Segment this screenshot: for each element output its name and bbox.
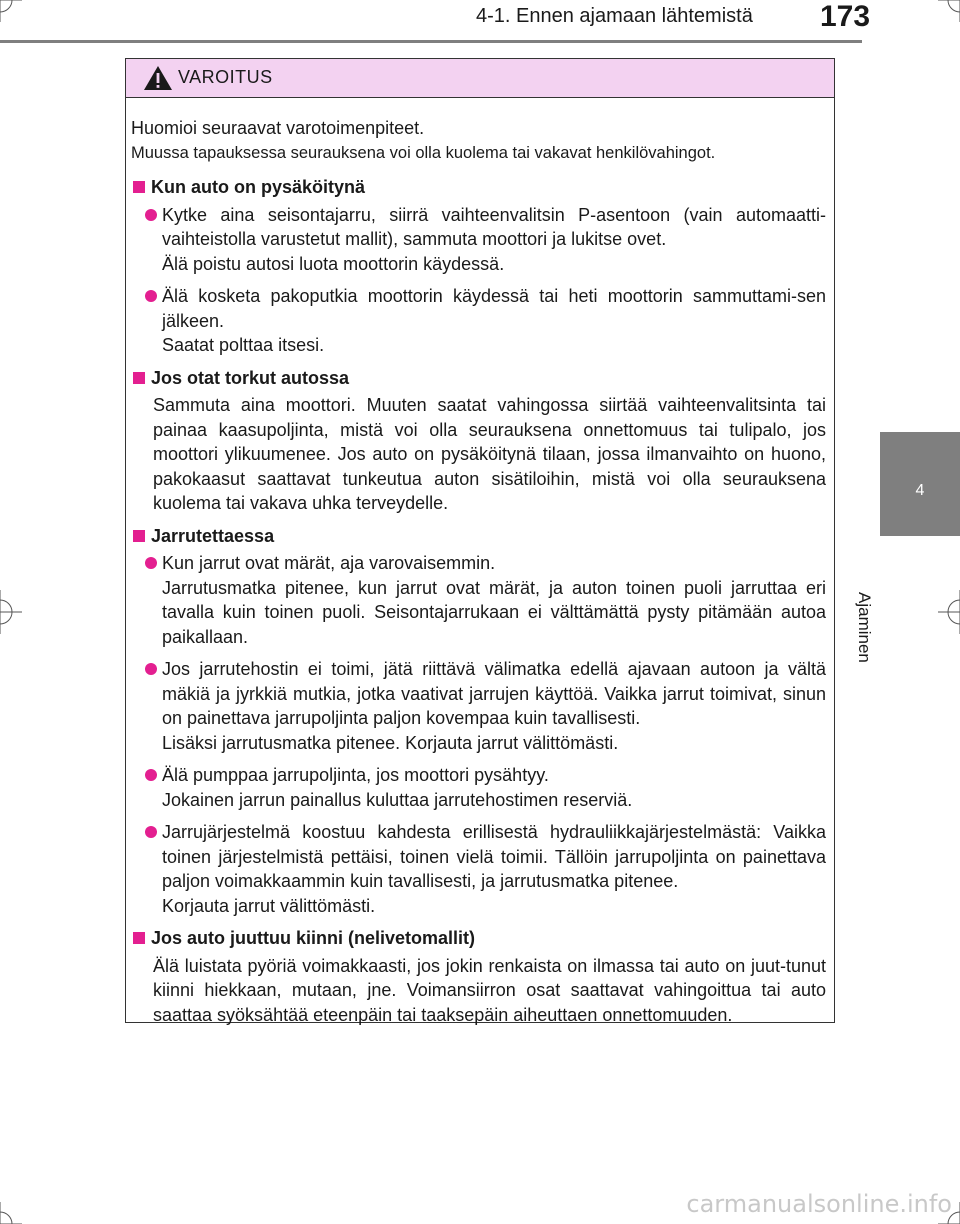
section-title: 4-1. Ennen ajamaan lähtemistä: [476, 5, 753, 27]
round-bullet-icon: [145, 209, 157, 221]
list-item: Jos jarrutehostin ei toimi, jätä riittävä välimatka edellä ajavaan autoon ja vältä mäkiä ja jyrkkiä mutkia, jotka vaativat jarrujen käyttöä. Vaikka jarrut toimivat, sinun on painettava jarrupoljinta paljon kovempaa kuin tavallisesti. Lisäksi jarrutusmatka pitenee. Korjauta jarrut välittömästi.: [145, 657, 826, 755]
square-bullet-icon: [133, 932, 145, 944]
warning-header: [126, 59, 834, 98]
list-item: Jarrujärjestelmä koostuu kahdesta erillisestä hydrauliikkajärjestelmästä: Vaikka toinen järjestelmistä pettäisi, toinen vielä toimii. Tällöin jarrupoljinta on painettava paljon voimakkaammin kuin tavallisesti, ja jarrutusmatka pitenee. Korjauta jarrut välittömästi.: [145, 820, 826, 918]
square-bullet-icon: [133, 181, 145, 193]
chapter-number: 4: [915, 482, 925, 499]
header-rule: [0, 40, 862, 43]
warning-label: VAROITUS: [178, 67, 273, 87]
round-bullet-icon: [145, 290, 157, 302]
chapter-tab: [880, 432, 960, 536]
section-paragraph: Älä luistata pyöriä voimakkaasti, jos jokin renkaista on ilmassa tai auto on juut-tunut kiinni hiekkaan, mutaan, jne. Voimansiirron osat saattavat vahingoittua tai auto saattaa syöksähtää eteenpäin tai taaksepäin aiheuttaen onnettomuuden.: [153, 955, 826, 1025]
list-item: Kytke aina seisontajarru, siirrä vaihteenvalitsin P-asentoon (vain automaatti-vaihteistolla varustetut mallit), sammuta moottori ja lukitse ovet. Älä poistu autosi luota moottorin käydessä.: [145, 203, 826, 277]
round-bullet-icon: [145, 826, 157, 838]
warning-triangle-icon: [143, 65, 173, 91]
warning-intro: Huomioi seuraavat varotoimenpiteet.: [131, 118, 425, 138]
square-bullet-icon: [133, 530, 145, 542]
list-item: Älä pumppaa jarrupoljinta, jos moottori pysähtyy. Jokainen jarrun painallus kuluttaa jarrutehostimen reserviä.: [145, 763, 826, 812]
round-bullet-icon: [145, 663, 157, 675]
round-bullet-icon: [145, 769, 157, 781]
chapter-label: Ajaminen: [855, 592, 874, 663]
warning-intro-consequence: Muussa tapauksessa seurauksena voi olla kuolema tai vakavat henkilövahingot.: [131, 143, 716, 162]
watermark: carmanualsonline.info: [686, 1190, 952, 1218]
section-heading: Jarrutettaessa: [131, 524, 826, 549]
warning-box: [125, 58, 835, 1023]
section-heading: Jos auto juuttuu kiinni (nelivetomallit): [131, 926, 826, 951]
list-item: Kun jarrut ovat märät, aja varovaisemmin. Jarrutusmatka pitenee, kun jarrut ovat märät, ja auton toinen puoli jarruttaa eri tavalla kuin toinen puoli. Seisontajarrukaan ei välttämättä pysty pitämään autoa paikallaan.: [145, 551, 826, 649]
section-heading: Kun auto on pysäköitynä: [131, 175, 826, 200]
list-item: Älä kosketa pakoputkia moottorin käydessä tai heti moottorin sammuttami-sen jälkeen. Saatat polttaa itsesi.: [145, 284, 826, 358]
section-paragraph: Sammuta aina moottori. Muuten saatat vahingossa siirtää vaihteenvalitsinta tai painaa kaasupoljinta, mistä voi olla seurauksena onnettomuus tai tulipalo, jos moottori ylikuumenee. Jos auto on pysäköitynä tilaan, jossa ilmanvaihto on huono, pakokaasut saattavat tunkeutua auton sisätiloihin, mistä voi olla seurauksena kuolema tai vakava uhka terveydelle.: [153, 395, 826, 513]
round-bullet-icon: [145, 557, 157, 569]
square-bullet-icon: [133, 372, 145, 384]
page-number: 173: [820, 0, 871, 33]
warning-body: [126, 98, 834, 1027]
section-heading: Jos otat torkut autossa: [131, 366, 826, 391]
